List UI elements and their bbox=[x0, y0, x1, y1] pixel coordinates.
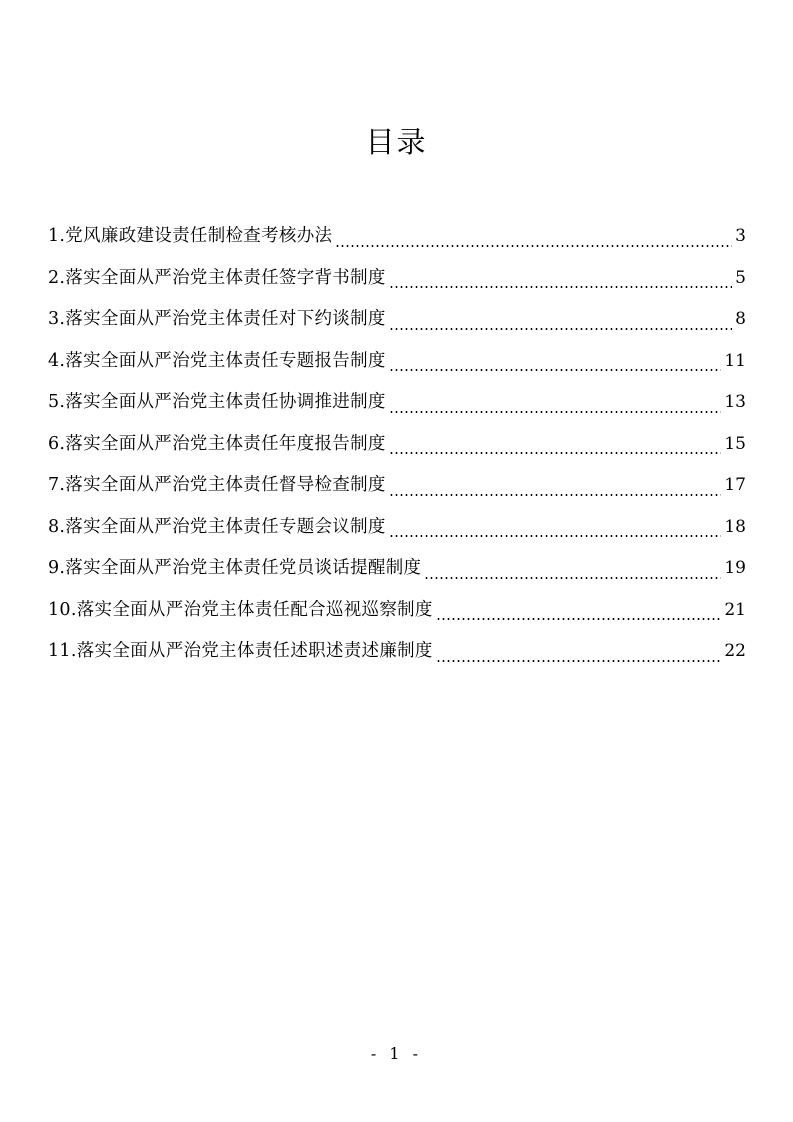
toc-entry-title: 9.落实全面从严治党主体责任党员谈话提醒制度 bbox=[48, 558, 422, 578]
toc-entry[interactable] bbox=[48, 344, 746, 386]
toc-dot-leader bbox=[389, 369, 722, 371]
toc-page-number: 8 bbox=[735, 309, 746, 329]
toc-page-number: 11 bbox=[724, 350, 746, 371]
toc-dot-leader bbox=[436, 660, 722, 662]
toc-entry-title: 4.落实全面从严治党主体责任专题报告制度 bbox=[48, 350, 386, 371]
toc-dot-leader bbox=[335, 245, 732, 247]
toc-entry[interactable] bbox=[48, 219, 746, 261]
toc-entry-title: 6.落实全面从严治党主体责任年度报告制度 bbox=[48, 433, 386, 454]
toc-entry[interactable] bbox=[48, 593, 746, 635]
toc-dot-leader bbox=[424, 577, 721, 579]
toc-dot-leader bbox=[389, 411, 722, 413]
toc-page-number: 15 bbox=[724, 433, 746, 454]
toc-page-number: 17 bbox=[724, 475, 746, 495]
toc-page-number: 21 bbox=[724, 599, 746, 620]
toc-entry[interactable] bbox=[48, 551, 746, 593]
toc-dot-leader bbox=[389, 535, 722, 537]
toc-entry-title: 5.落实全面从严治党主体责任协调推进制度 bbox=[48, 392, 386, 412]
page-number-footer: - 1 - bbox=[370, 1044, 423, 1063]
toc-dot-leader bbox=[389, 452, 722, 454]
toc-entry[interactable] bbox=[48, 468, 746, 510]
toc-entry-title: 11.落实全面从严治党主体责任述职述责述廉制度 bbox=[48, 641, 433, 661]
toc-page-number: 22 bbox=[724, 641, 746, 661]
toc-page-number: 18 bbox=[724, 516, 746, 537]
toc-dot-leader bbox=[436, 618, 722, 620]
toc-dot-leader bbox=[389, 494, 722, 496]
toc-entry-title: 2.落实全面从严治党主体责任签字背书制度 bbox=[48, 267, 386, 288]
toc-page-number: 19 bbox=[724, 558, 746, 578]
toc-entry[interactable] bbox=[48, 385, 746, 427]
toc-page-number: 3 bbox=[735, 226, 746, 246]
toc-entry-title: 7.落实全面从严治党主体责任督导检查制度 bbox=[48, 475, 386, 495]
toc-entry-title: 1.党风廉政建设责任制检查考核办法 bbox=[48, 226, 333, 246]
toc-entry[interactable] bbox=[48, 261, 746, 303]
toc-dot-leader bbox=[389, 286, 732, 288]
toc-page-number: 13 bbox=[724, 392, 746, 412]
toc-entry-title: 3.落实全面从严治党主体责任对下约谈制度 bbox=[48, 309, 386, 329]
toc-entry[interactable] bbox=[48, 634, 746, 676]
toc-entry-title: 8.落实全面从严治党主体责任专题会议制度 bbox=[48, 516, 386, 537]
toc-entry[interactable] bbox=[48, 302, 746, 344]
toc-entry[interactable] bbox=[48, 510, 746, 552]
page-title: 目录 bbox=[365, 125, 428, 159]
toc-entry[interactable] bbox=[48, 427, 746, 469]
toc-dot-leader bbox=[389, 328, 732, 330]
table-of-contents bbox=[48, 219, 746, 676]
toc-entry-title: 10.落实全面从严治党主体责任配合巡视巡察制度 bbox=[48, 599, 433, 620]
toc-page-number: 5 bbox=[735, 267, 746, 288]
